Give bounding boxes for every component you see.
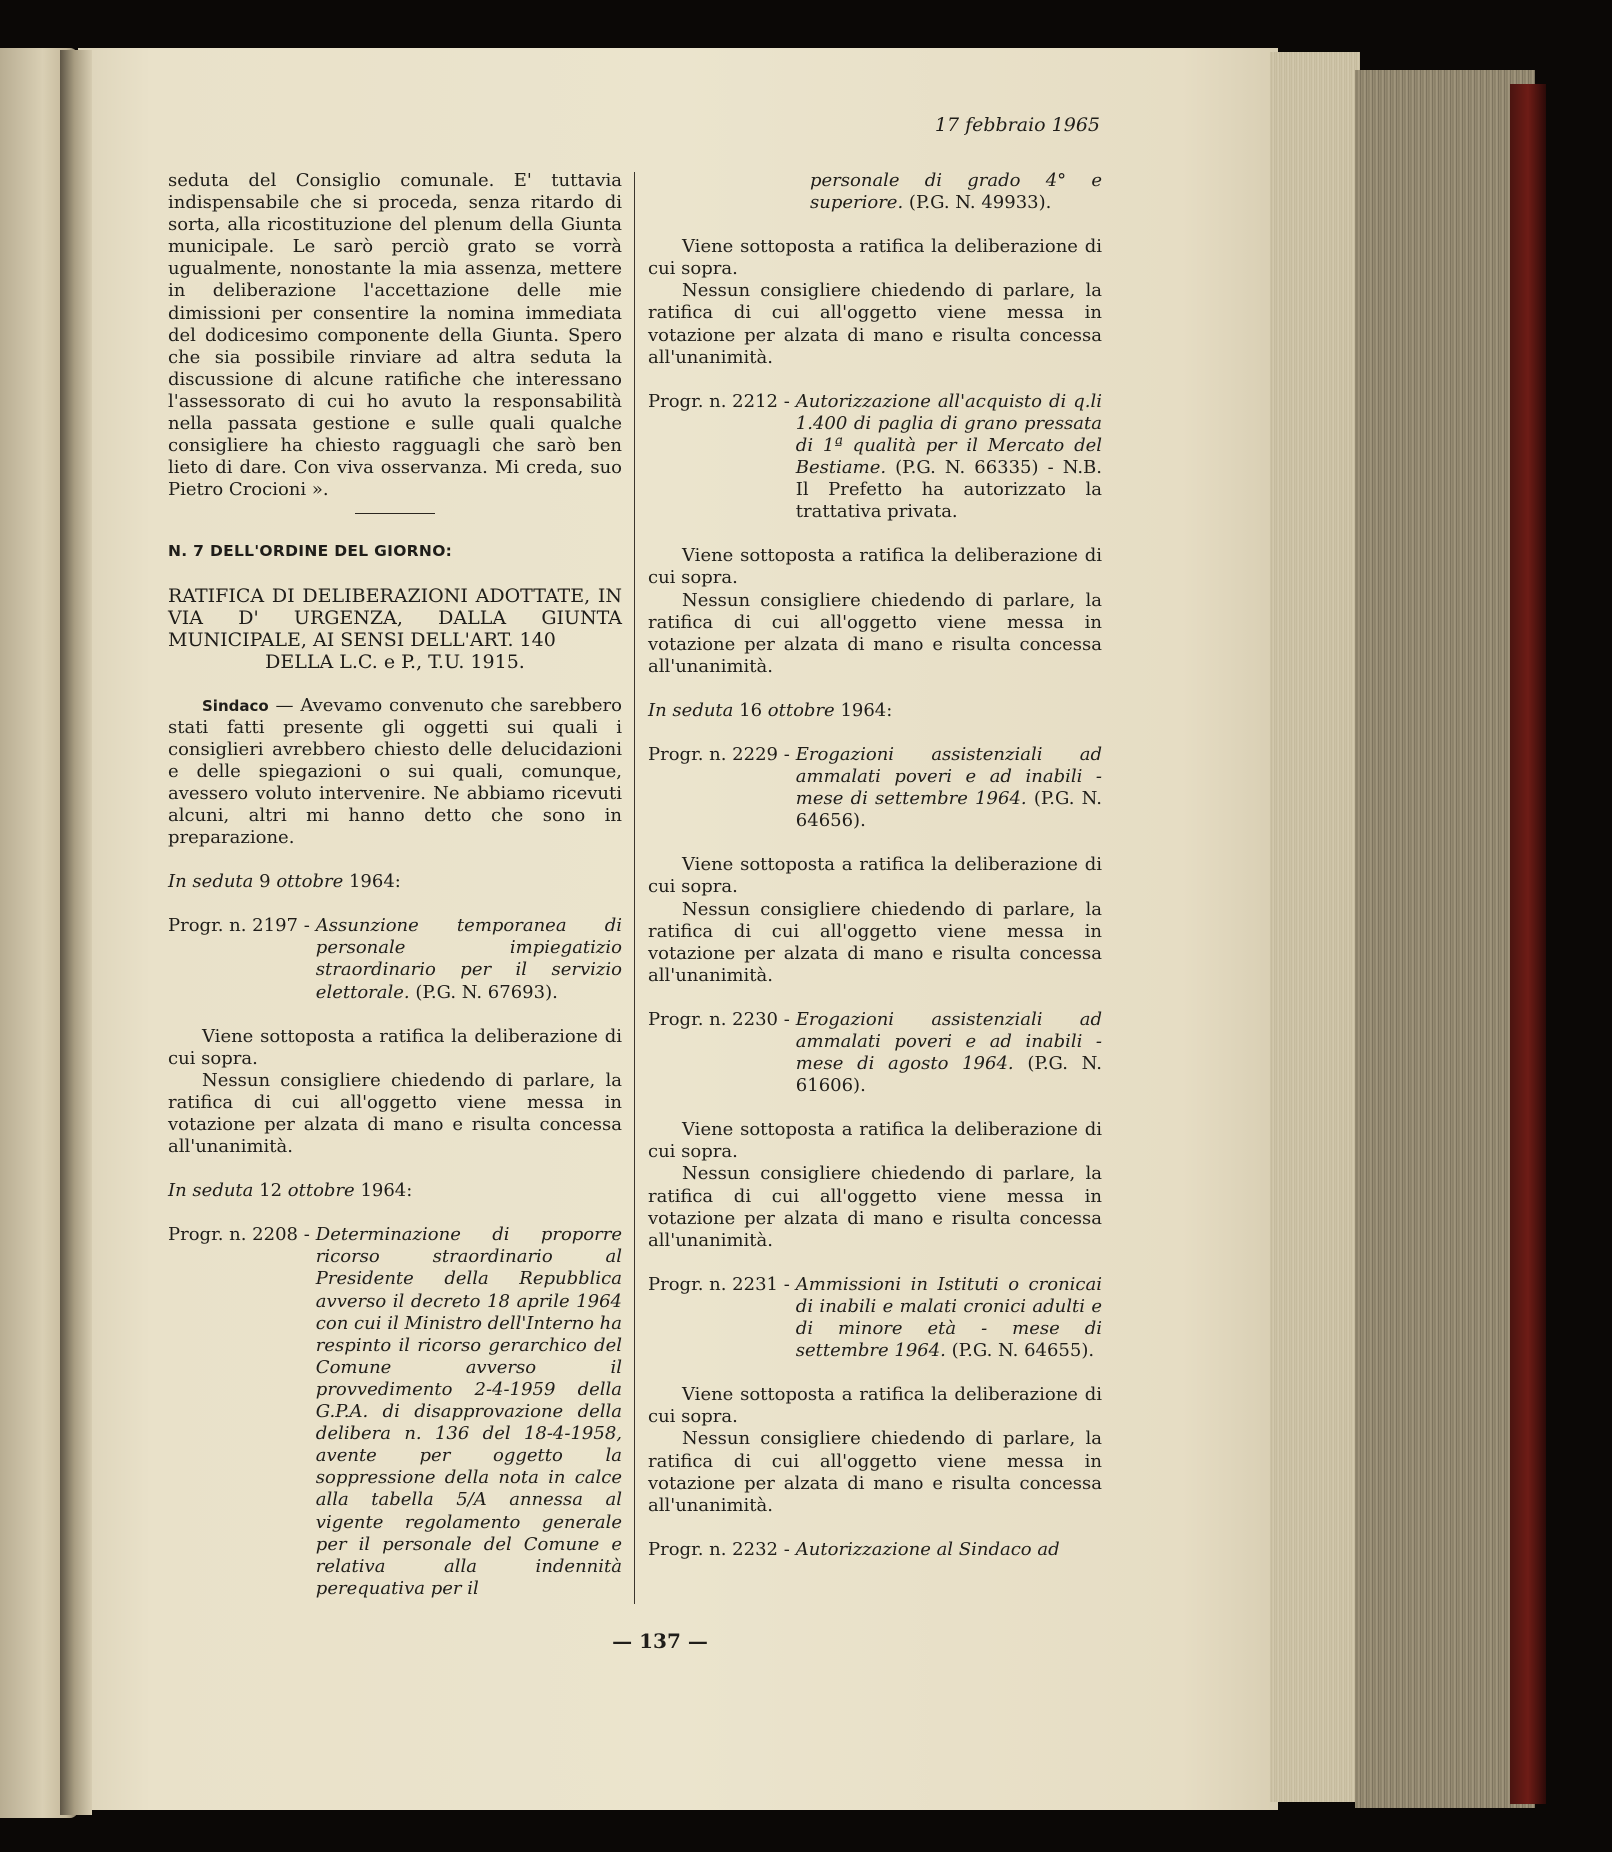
seduta-day: 12 [259,1180,283,1202]
ratifica-statement: Viene sottoposta a ratifica la deliberazione di cui sopra. [648,1384,1102,1428]
section-title-last: DELLA L.C. e P., T.U. 1915. [265,650,525,673]
seduta-day: 9 [259,871,271,893]
item-text [316,915,622,1003]
item-2231 [648,1274,1102,1362]
item-text: Determinazione di proporre ricorso straordinario al Presidente della Repubblica avverso il decreto 18 aprile 1964 con cui il Ministro dell'Interno ha respinto il ricorso gerarchico del Comune avverso il provvedimento 2-4-1959 della G.P.A. di disapprovazione della delibera n. 136 del 18-4-1958, avente per oggetto la soppressione della nota in calce alla tabella 5/A annessa al vigente regolamento generale per il personale del Comune e relativa alla indennità perequativa per il [315,1224,622,1599]
item-title: Ammissioni in Istituti o cronicai di inabili e malati cronici adulti e di minore età - mese di settembre 1964. [795,1273,1102,1362]
item-label: Progr. n. 2212 - [648,390,790,412]
item-label: Progr. n. 2231 - [648,1273,790,1295]
page-number: — 137 — [612,1629,708,1653]
section-title [168,585,622,673]
item-2208 [168,1224,622,1600]
seduta-year: 1964: [840,699,893,721]
ratifica-statement: Viene sottoposta a ratifica la deliberazione di cui sopra. [648,236,1102,280]
speaker-name: Sindaco [202,696,269,715]
item-text [796,1274,1102,1362]
ratifica-statement: Viene sottoposta a ratifica la deliberazione di cui sopra. [648,1119,1102,1163]
seduta-heading-1 [168,871,622,893]
ratifica-vote: Nessun consigliere chiedendo di parlare, la ratifica di cui all'oggetto viene messa in votazione per alzata di mano e risulta concessa all'unanimità. [168,1069,622,1158]
item-label: Progr. n. 2232 - [648,1538,790,1560]
seduta-month: ottobre [276,871,344,893]
item-text [796,391,1102,524]
item-2212 [648,391,1102,524]
left-column [168,170,622,1600]
item-text [796,1009,1102,1097]
item-label: Progr. n. 2208 - [168,1224,310,1246]
item-2230 [648,1009,1102,1097]
item-2208-continued [648,170,1102,214]
item-2229 [648,744,1102,832]
ratifica-statement: Viene sottoposta a ratifica la deliberazione di cui sopra. [648,854,1102,898]
ratifica-vote: Nessun consigliere chiedendo di parlare, la ratifica di cui all'oggetto viene messa in votazione per alzata di mano e risulta concessa all'unanimità. [648,898,1102,986]
seduta-prefix: In seduta [168,1180,254,1202]
item-ref: (P.G. N. 67693). [415,981,558,1003]
column-divider [634,172,635,1604]
ratifica-vote: Nessun consigliere chiedendo di parlare, la ratifica di cui all'oggetto viene messa in votazione per alzata di mano e risulta concessa all'unanimità. [648,1428,1102,1516]
section-title-main: RATIFICA DI DELIBERAZIONI ADOTTATE, IN VIA D' URGENZA, DALLA GIUNTA MUNICIPALE, AI SENSI DELL'ART. 140 [168,584,622,651]
item-ref: (P.G. N. 64655). [951,1340,1095,1362]
page-header-date: 17 febbraio 1965 [934,114,1100,136]
item-title: personale di grado 4° e superiore. [810,170,1102,214]
item-ref: (P.G. N. 66335) - N.B. Il Prefetto ha autorizzato la trattativa privata. [795,457,1102,523]
seduta-month: ottobre [767,699,835,721]
right-column [648,170,1102,1561]
letter-closing-paragraph: seduta del Consiglio comunale. E' tuttavia indispensabile che si proceda, senza ritardo di sorta, alla ricostituzione del plenum della Giunta municipale. Le sarò perciò grato se vorrà ugualmente, nonostante la mia assenza, mettere in deliberazione l'accettazione delle mie dimissioni per consentire la nomina immediata del dodicesimo componente della Giunta. Spero che sia possibile rinviare ad altra seduta la discussione di alcune ratifiche che interessano l'assessorato di cui ho avuto la responsabilità nella passata gestione e sulle quali qualche consigliere ha chiesto ragguagli che sarò ben lieto di dare. Con viva osservanza. Mi creda, suo Pietro Crocioni ». [168,170,622,501]
seduta-year: 1964: [348,871,401,893]
seduta-heading-2 [168,1180,622,1202]
item-label: Progr. n. 2229 - [648,743,790,765]
item-title: Assunzione temporanea di personale impiegatizio straordinario per il servizio elettorale. [315,915,622,1003]
item-text [796,744,1102,832]
speech-text: — Avevamo convenuto che sarebbero stati fatti presente gli oggetti sui quali i consiglieri avrebbero chiesto delle delucidazioni e delle spiegazioni o sui quali, comunque, avessero voluto intervenire. Ne abbiamo ricevuti alcuni, altri mi hanno detto che sono in preparazione. [168,694,622,849]
seduta-prefix: In seduta [168,871,254,893]
item-title: Autorizzazione al Sindaco ad [795,1538,1060,1560]
ratifica-vote: Nessun consigliere chiedendo di parlare, la ratifica di cui all'oggetto viene messa in votazione per alzata di mano e risulta concessa all'unanimità. [648,1163,1102,1251]
ratifica-statement: Viene sottoposta a ratifica la deliberazione di cui sopra. [168,1025,622,1069]
seduta-month: ottobre [287,1180,355,1202]
item-title: Autorizzazione all'acquisto di q.li 1.400 di paglia di grano pressata di 1ª qualità per il Mercato del Bestiame. [795,390,1102,479]
seduta-day: 16 [739,699,763,721]
item-2197 [168,915,622,1003]
item-title: Erogazioni assistenziali ad ammalati poveri e ad inabili - mese di settembre 1964. [795,743,1102,810]
section-rule [355,513,435,514]
item-label: Progr. n. 2230 - [648,1008,790,1030]
item-ref: (P.G. N. 64656). [795,788,1102,832]
item-text [796,1539,1102,1561]
agenda-heading: N. 7 DELL'ORDINE DEL GIORNO: [168,542,453,561]
item-ref: (P.G. N. 49933). [908,192,1052,214]
seduta-prefix: In seduta [648,699,734,721]
seduta-year: 1964: [360,1180,413,1202]
ratifica-vote: Nessun consigliere chiedendo di parlare, la ratifica di cui all'oggetto viene messa in votazione per alzata di mano e risulta concessa all'unanimità. [648,589,1102,677]
ratifica-vote: Nessun consigliere chiedendo di parlare, la ratifica di cui all'oggetto viene messa in votazione per alzata di mano e risulta concessa all'unanimità. [648,280,1102,368]
seduta-heading-3 [648,700,1102,722]
ratifica-statement: Viene sottoposta a ratifica la deliberazione di cui sopra. [648,545,1102,589]
item-label: Progr. n. 2197 - [168,915,310,937]
item-title: Erogazioni assistenziali ad ammalati poveri e ad inabili - mese di agosto 1964. [795,1008,1102,1075]
sindaco-speech [168,695,622,850]
item-ref: (P.G. N. 61606). [795,1053,1102,1097]
item-2232 [648,1539,1102,1561]
